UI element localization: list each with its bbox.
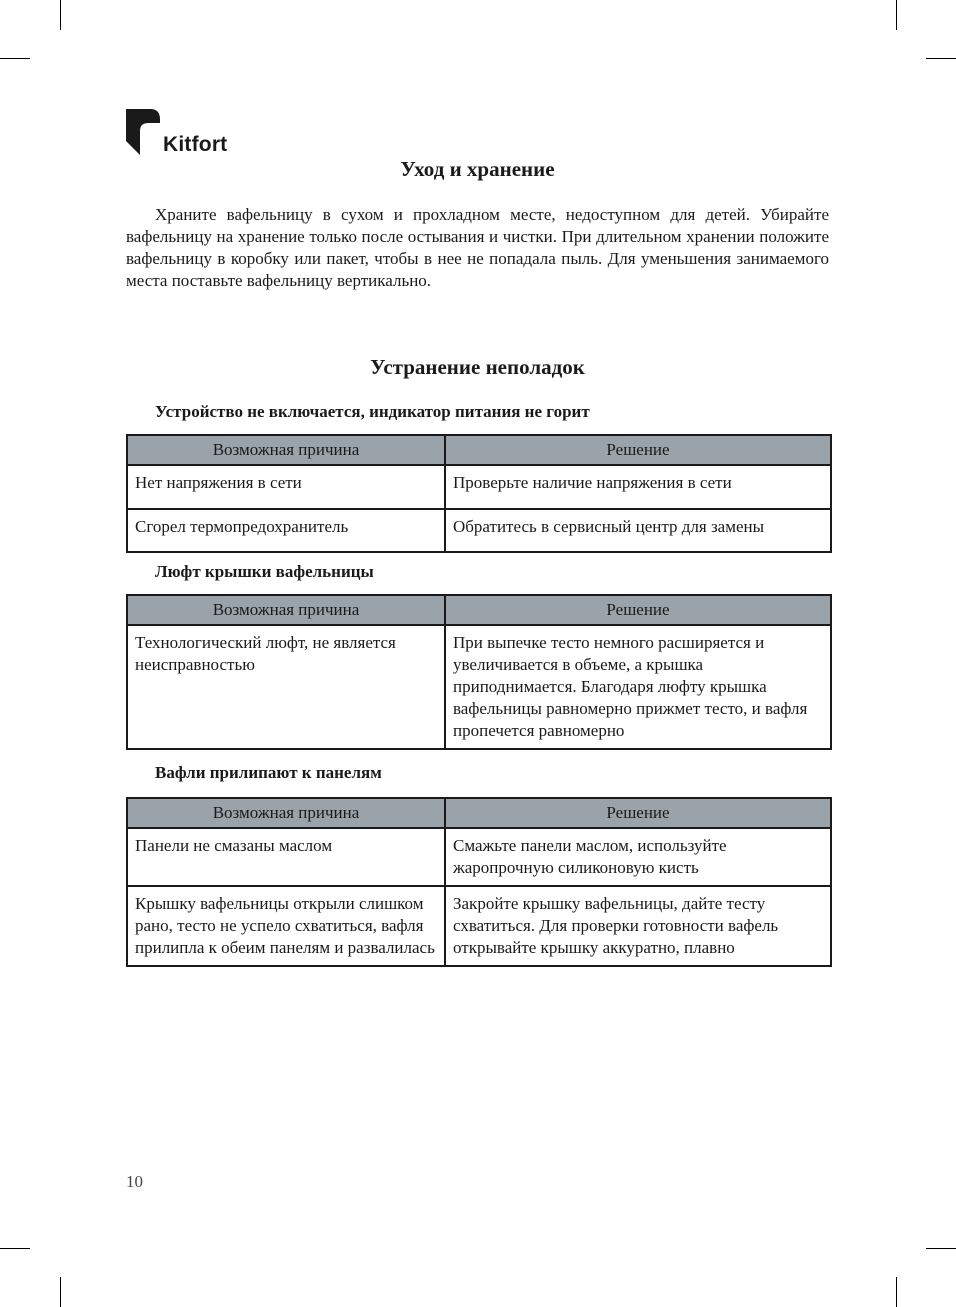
kitfort-logo-icon (126, 109, 160, 155)
problem-title: Люфт крышки вафельницы (155, 562, 374, 581)
solution-cell: Обратитесь в сервисный центр для замены (445, 509, 831, 552)
solution-cell: При выпечке тесто немного расширяется и увеличивается в объеме, а крышка приподнимается. Благодаря люфту крышка вафельницы равномерно прижмет тесто, и вафля пропечется равномерно (445, 625, 831, 749)
troubleshooting-table (126, 594, 832, 750)
crop-mark (926, 58, 956, 59)
header-cause: Возможная причина (127, 798, 445, 828)
header-solution: Решение (445, 435, 831, 465)
section-title-care: Уход и хранение (400, 157, 555, 181)
table-row (127, 625, 831, 749)
crop-mark (926, 1248, 956, 1249)
table-header-row (127, 595, 831, 625)
header-cause: Возможная причина (127, 435, 445, 465)
header-solution: Решение (445, 595, 831, 625)
crop-mark (60, 1277, 61, 1307)
table-row (127, 509, 831, 552)
care-paragraph: Храните вафельницу в сухом и прохладном месте, недоступном для детей. Убирайте вафельницу на хранение только после остывания и чистки. При длительном хранении положите вафельницу в коробку или пакет, чтобы в нее не попадала пыль. Для уменьшения занимаемого места поставьте вафельницу вертикально. (126, 205, 829, 290)
brand-name: Kitfort (163, 133, 228, 156)
table-header-row (127, 798, 831, 828)
section-title-troubleshooting: Устранение неполадок (370, 355, 585, 379)
table-row (127, 828, 831, 886)
troubleshooting-table (126, 434, 832, 553)
header-cause: Возможная причина (127, 595, 445, 625)
solution-cell: Смажьте панели маслом, используйте жаропрочную силиконовую кисть (445, 828, 831, 886)
table-header-row (127, 435, 831, 465)
cause-cell: Крышку вафельницы открыли слишком рано, тесто не успело схватиться, вафля прилипла к обеим панелям и развалилась (127, 886, 445, 966)
table-row (127, 886, 831, 966)
cause-cell: Панели не смазаны маслом (127, 828, 445, 886)
cause-cell: Технологический люфт, не является неисправностью (127, 625, 445, 749)
problem-title: Вафли прилипают к панелям (155, 763, 382, 782)
cause-cell: Нет напряжения в сети (127, 465, 445, 509)
crop-mark (0, 1248, 30, 1249)
problem-title: Устройство не включается, индикатор питания не горит (155, 402, 590, 421)
solution-cell: Проверьте наличие напряжения в сети (445, 465, 831, 509)
cause-cell: Сгорел термопредохранитель (127, 509, 445, 552)
header-solution: Решение (445, 798, 831, 828)
brand-logo (126, 109, 227, 155)
page-number: 10 (126, 1172, 143, 1191)
solution-cell: Закройте крышку вафельницы, дайте тесту схватиться. Для проверки готовности вафель открывайте крышку аккуратно, плавно (445, 886, 831, 966)
crop-mark (60, 0, 61, 30)
crop-mark (0, 58, 30, 59)
crop-mark (896, 0, 897, 30)
troubleshooting-table (126, 797, 832, 967)
table-row (127, 465, 831, 509)
crop-mark (896, 1277, 897, 1307)
